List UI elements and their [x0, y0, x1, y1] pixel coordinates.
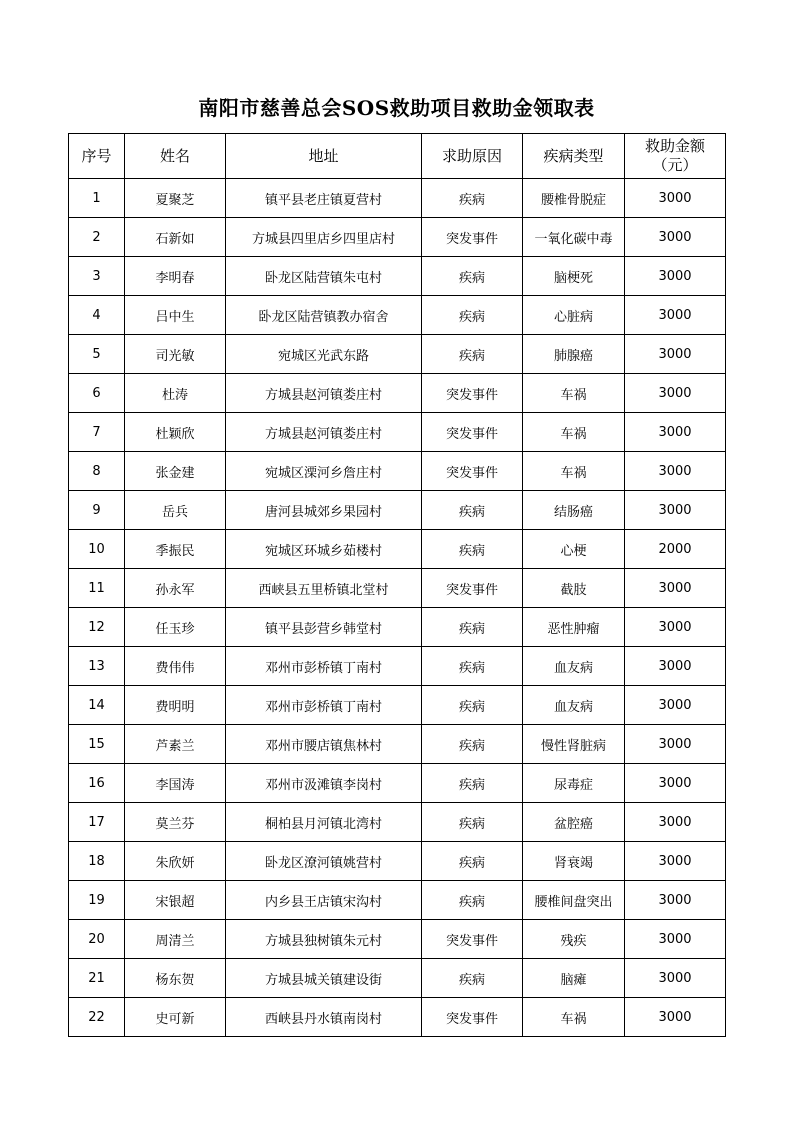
cell-disease: 脑梗死 — [523, 257, 625, 296]
table-row — [69, 842, 726, 881]
amount-header-line2: （元） — [652, 156, 698, 174]
cell-name: 史可新 — [125, 998, 226, 1037]
cell-amount: 3000 — [625, 959, 726, 998]
cell-disease: 肾衰竭 — [523, 842, 625, 881]
column-header-disease: 疾病类型 — [523, 134, 625, 179]
cell-address: 卧龙区陆营镇朱屯村 — [226, 257, 422, 296]
table-row — [69, 920, 726, 959]
cell-disease: 腰椎间盘突出 — [523, 881, 625, 920]
cell-name: 朱欣妍 — [125, 842, 226, 881]
cell-address: 宛城区环城乡茹楼村 — [226, 530, 422, 569]
cell-reason: 突发事件 — [422, 569, 523, 608]
cell-amount: 3000 — [625, 920, 726, 959]
cell-index: 2 — [69, 218, 125, 257]
cell-reason: 疾病 — [422, 686, 523, 725]
cell-address: 邓州市汲滩镇李岗村 — [226, 764, 422, 803]
cell-reason: 突发事件 — [422, 413, 523, 452]
column-header-name: 姓名 — [125, 134, 226, 179]
table-row — [69, 647, 726, 686]
table-row — [69, 764, 726, 803]
cell-disease: 车祸 — [523, 374, 625, 413]
cell-reason: 疾病 — [422, 647, 523, 686]
cell-amount: 3000 — [625, 608, 726, 647]
cell-disease: 血友病 — [523, 686, 625, 725]
cell-index: 9 — [69, 491, 125, 530]
cell-name: 芦素兰 — [125, 725, 226, 764]
cell-reason: 突发事件 — [422, 920, 523, 959]
column-header-amount — [625, 134, 726, 179]
cell-index: 4 — [69, 296, 125, 335]
cell-index: 11 — [69, 569, 125, 608]
table-row — [69, 530, 726, 569]
cell-address: 内乡县王店镇宋沟村 — [226, 881, 422, 920]
cell-index: 16 — [69, 764, 125, 803]
cell-index: 12 — [69, 608, 125, 647]
cell-address: 方城县城关镇建设街 — [226, 959, 422, 998]
cell-reason: 疾病 — [422, 725, 523, 764]
cell-reason: 疾病 — [422, 764, 523, 803]
cell-amount: 3000 — [625, 881, 726, 920]
cell-reason: 疾病 — [422, 296, 523, 335]
table-row — [69, 725, 726, 764]
cell-address: 邓州市彭桥镇丁南村 — [226, 686, 422, 725]
cell-name: 费明明 — [125, 686, 226, 725]
cell-reason: 疾病 — [422, 530, 523, 569]
cell-index: 8 — [69, 452, 125, 491]
cell-index: 7 — [69, 413, 125, 452]
table-row — [69, 959, 726, 998]
cell-amount: 2000 — [625, 530, 726, 569]
cell-name: 孙永军 — [125, 569, 226, 608]
table-row — [69, 413, 726, 452]
cell-reason: 疾病 — [422, 491, 523, 530]
table-row — [69, 374, 726, 413]
page-title: 南阳市慈善总会SOS救助项目救助金领取表 — [198, 96, 595, 120]
cell-name: 张金建 — [125, 452, 226, 491]
cell-reason: 突发事件 — [422, 374, 523, 413]
cell-disease: 慢性肾脏病 — [523, 725, 625, 764]
cell-name: 吕中生 — [125, 296, 226, 335]
table-row — [69, 335, 726, 374]
cell-disease: 肺腺癌 — [523, 335, 625, 374]
cell-amount: 3000 — [625, 452, 726, 491]
cell-index: 17 — [69, 803, 125, 842]
cell-address: 宛城区光武东路 — [226, 335, 422, 374]
cell-address: 方城县赵河镇娄庄村 — [226, 374, 422, 413]
cell-address: 邓州市彭桥镇丁南村 — [226, 647, 422, 686]
cell-amount: 3000 — [625, 179, 726, 218]
cell-disease: 腰椎骨脱症 — [523, 179, 625, 218]
cell-address: 方城县四里店乡四里店村 — [226, 218, 422, 257]
cell-name: 费伟伟 — [125, 647, 226, 686]
cell-reason: 疾病 — [422, 179, 523, 218]
cell-index: 1 — [69, 179, 125, 218]
cell-index: 10 — [69, 530, 125, 569]
table-row — [69, 998, 726, 1037]
table-row — [69, 452, 726, 491]
cell-amount: 3000 — [625, 413, 726, 452]
cell-reason: 疾病 — [422, 881, 523, 920]
cell-disease: 残疾 — [523, 920, 625, 959]
table-row — [69, 296, 726, 335]
table-row — [69, 608, 726, 647]
cell-disease: 车祸 — [523, 452, 625, 491]
cell-amount: 3000 — [625, 842, 726, 881]
cell-amount: 3000 — [625, 335, 726, 374]
cell-disease: 恶性肿瘤 — [523, 608, 625, 647]
cell-disease: 盆腔癌 — [523, 803, 625, 842]
cell-address: 西峡县丹水镇南岗村 — [226, 998, 422, 1037]
cell-disease: 心梗 — [523, 530, 625, 569]
cell-name: 杨东贺 — [125, 959, 226, 998]
cell-name: 季振民 — [125, 530, 226, 569]
cell-reason: 疾病 — [422, 257, 523, 296]
cell-reason: 突发事件 — [422, 998, 523, 1037]
cell-address: 镇平县彭营乡韩堂村 — [226, 608, 422, 647]
column-header-index: 序号 — [69, 134, 125, 179]
cell-disease: 脑瘫 — [523, 959, 625, 998]
cell-address: 宛城区溧河乡詹庄村 — [226, 452, 422, 491]
table-row — [69, 179, 726, 218]
cell-address: 桐柏县月河镇北湾村 — [226, 803, 422, 842]
cell-reason: 疾病 — [422, 608, 523, 647]
table-header-row — [69, 134, 726, 179]
cell-index: 20 — [69, 920, 125, 959]
cell-name: 周清兰 — [125, 920, 226, 959]
cell-disease: 心脏病 — [523, 296, 625, 335]
cell-disease: 一氧化碳中毒 — [523, 218, 625, 257]
cell-reason: 突发事件 — [422, 218, 523, 257]
cell-amount: 3000 — [625, 296, 726, 335]
cell-name: 宋银超 — [125, 881, 226, 920]
cell-address: 卧龙区潦河镇姚营村 — [226, 842, 422, 881]
cell-amount: 3000 — [625, 686, 726, 725]
cell-address: 方城县赵河镇娄庄村 — [226, 413, 422, 452]
cell-name: 李明春 — [125, 257, 226, 296]
cell-index: 6 — [69, 374, 125, 413]
column-header-address: 地址 — [226, 134, 422, 179]
cell-amount: 3000 — [625, 491, 726, 530]
cell-amount: 3000 — [625, 374, 726, 413]
cell-name: 莫兰芬 — [125, 803, 226, 842]
cell-index: 14 — [69, 686, 125, 725]
table-body — [69, 179, 726, 1037]
cell-amount: 3000 — [625, 764, 726, 803]
table-row — [69, 218, 726, 257]
cell-disease: 车祸 — [523, 413, 625, 452]
table-row — [69, 491, 726, 530]
cell-address: 唐河县城郊乡果园村 — [226, 491, 422, 530]
cell-name: 夏聚芝 — [125, 179, 226, 218]
cell-disease: 尿毒症 — [523, 764, 625, 803]
cell-amount: 3000 — [625, 569, 726, 608]
cell-address: 邓州市腰店镇焦林村 — [226, 725, 422, 764]
cell-name: 石新如 — [125, 218, 226, 257]
table-row — [69, 686, 726, 725]
cell-name: 岳兵 — [125, 491, 226, 530]
cell-address: 西峡县五里桥镇北堂村 — [226, 569, 422, 608]
cell-amount: 3000 — [625, 998, 726, 1037]
cell-reason: 疾病 — [422, 842, 523, 881]
cell-reason: 疾病 — [422, 803, 523, 842]
cell-index: 5 — [69, 335, 125, 374]
cell-amount: 3000 — [625, 803, 726, 842]
cell-index: 21 — [69, 959, 125, 998]
cell-name: 李国涛 — [125, 764, 226, 803]
cell-address: 卧龙区陆营镇教办宿舍 — [226, 296, 422, 335]
cell-amount: 3000 — [625, 725, 726, 764]
cell-index: 18 — [69, 842, 125, 881]
cell-disease: 结肠癌 — [523, 491, 625, 530]
cell-disease: 截肢 — [523, 569, 625, 608]
table-row — [69, 569, 726, 608]
aid-recipient-table — [68, 133, 726, 1037]
cell-disease: 车祸 — [523, 998, 625, 1037]
cell-reason: 疾病 — [422, 335, 523, 374]
amount-header-line1: 救助金额 — [644, 137, 705, 155]
cell-index: 3 — [69, 257, 125, 296]
cell-reason: 突发事件 — [422, 452, 523, 491]
cell-amount: 3000 — [625, 257, 726, 296]
cell-name: 杜颖欣 — [125, 413, 226, 452]
table-row — [69, 803, 726, 842]
cell-index: 15 — [69, 725, 125, 764]
cell-index: 19 — [69, 881, 125, 920]
cell-address: 方城县独树镇朱元村 — [226, 920, 422, 959]
cell-address: 镇平县老庄镇夏营村 — [226, 179, 422, 218]
cell-index: 22 — [69, 998, 125, 1037]
cell-amount: 3000 — [625, 647, 726, 686]
table-row — [69, 881, 726, 920]
cell-name: 任玉珍 — [125, 608, 226, 647]
cell-amount: 3000 — [625, 218, 726, 257]
cell-name: 杜涛 — [125, 374, 226, 413]
table-row — [69, 257, 726, 296]
cell-index: 13 — [69, 647, 125, 686]
cell-reason: 疾病 — [422, 959, 523, 998]
cell-name: 司光敏 — [125, 335, 226, 374]
cell-disease: 血友病 — [523, 647, 625, 686]
column-header-reason: 求助原因 — [422, 134, 523, 179]
